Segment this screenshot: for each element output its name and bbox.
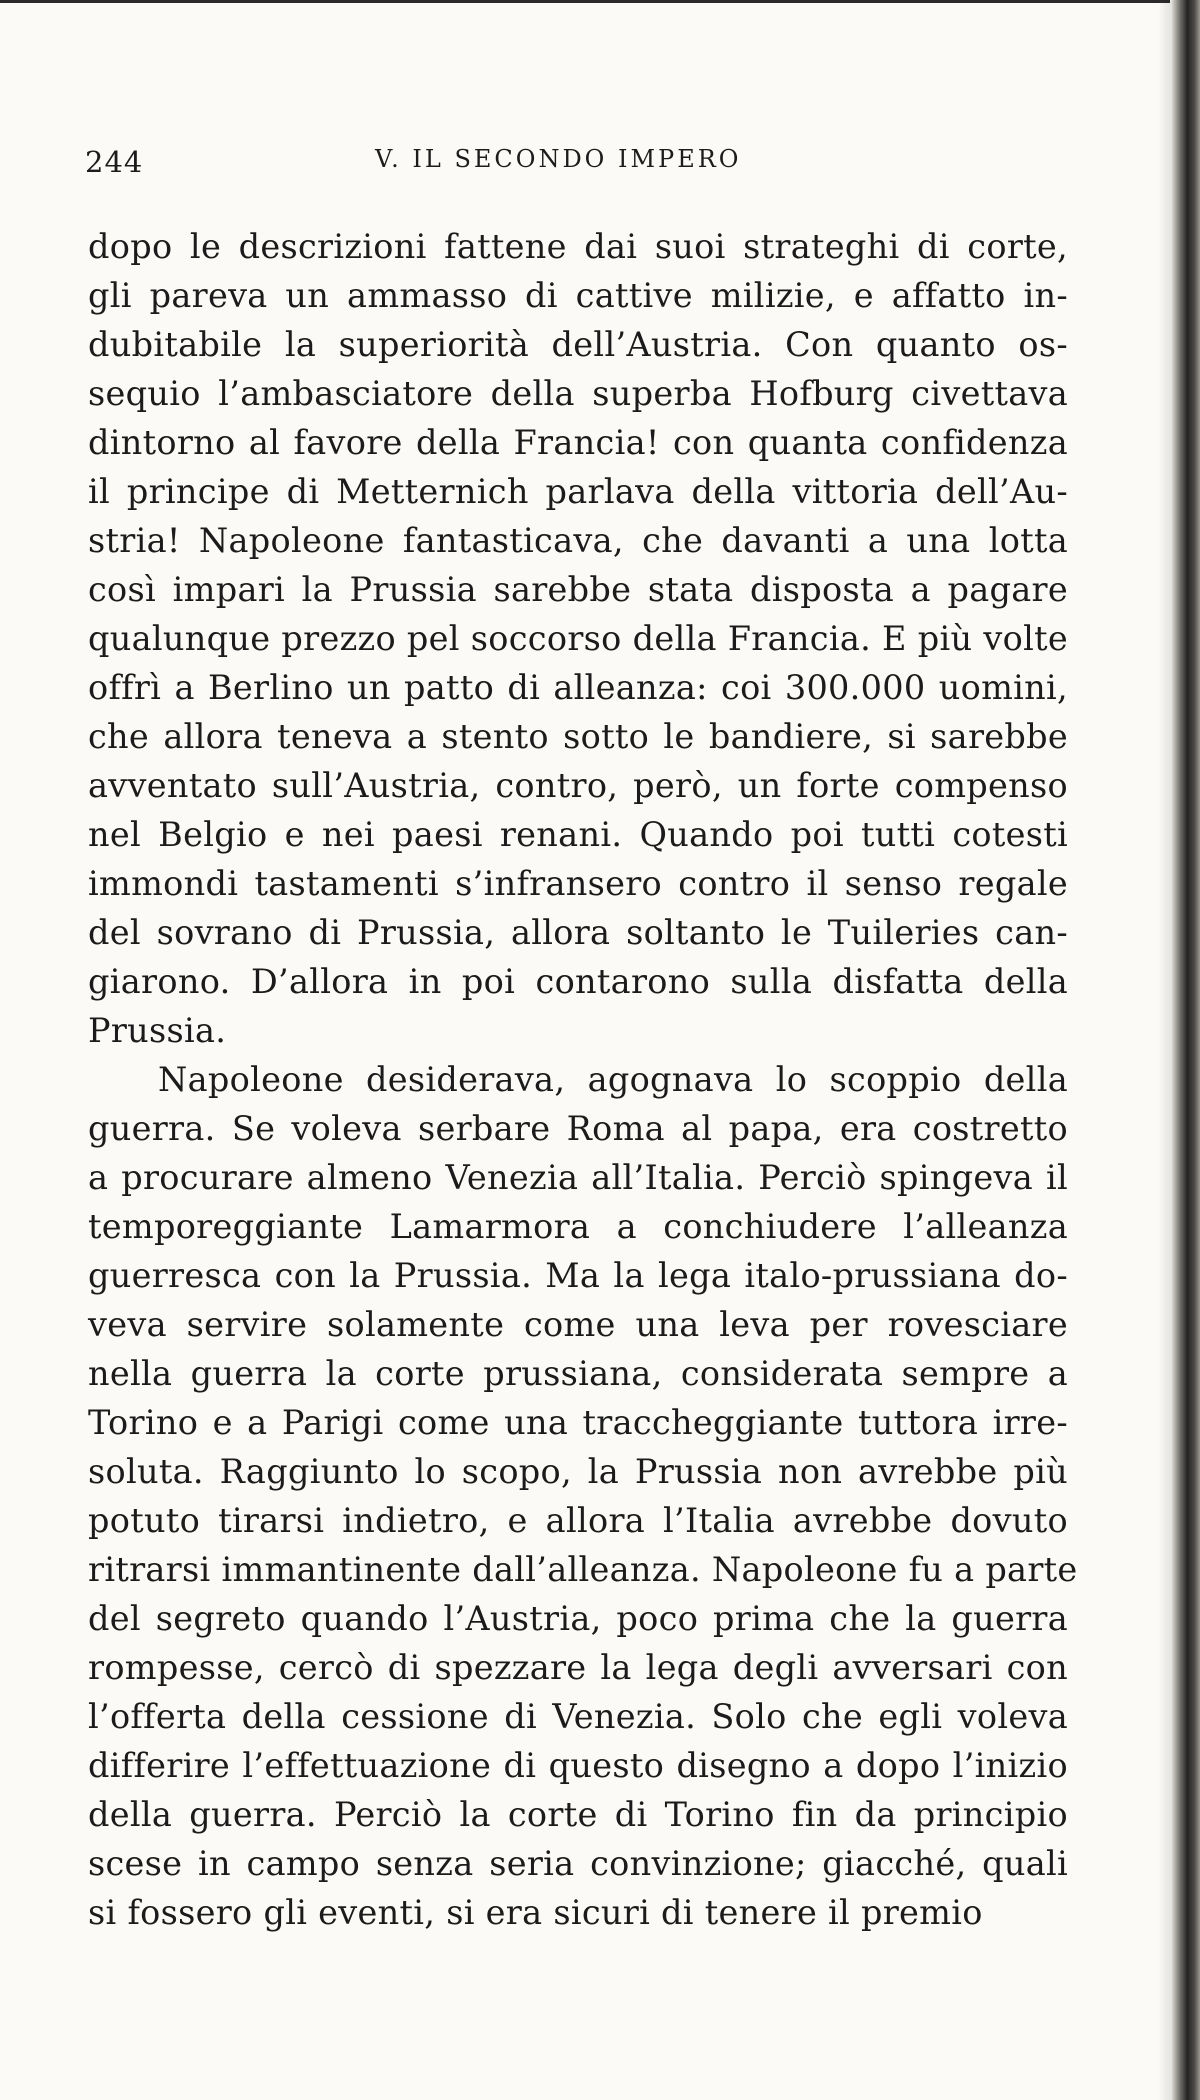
text-line: immondi tastamenti s’infransero contro il senso regale: [88, 864, 1068, 903]
paragraph: [88, 222, 1068, 1055]
text-line: dopo le descrizioni fattene dai suoi strateghi di corte,: [88, 227, 1068, 266]
chapter-title: V. IL SECONDO IMPERO: [375, 145, 742, 173]
text-line: Napoleone desiderava, agognava lo scoppio della: [158, 1060, 1068, 1099]
text-line: veva servire solamente come una leva per rovesciare: [88, 1305, 1068, 1344]
text-line: guerresca con la Prussia. Ma la lega italo-prussiana do-: [88, 1256, 1068, 1295]
text-line: soluta. Raggiunto lo scopo, la Prussia non avrebbe più: [88, 1452, 1068, 1491]
body-text: [88, 222, 1078, 1937]
text-line: ritrarsi immantinente dall’alleanza. Napoleone fu a parte: [88, 1550, 1078, 1589]
page-binding-edge: [1172, 0, 1200, 2100]
paragraph: [88, 1055, 1078, 1937]
text-line: nel Belgio e nei paesi renani. Quando poi tutti cotesti: [88, 815, 1068, 854]
top-edge-rule: [0, 0, 1170, 3]
text-line: qualunque prezzo pel soccorso della Francia. E più volte: [88, 619, 1068, 658]
text-line: che allora teneva a stento sotto le bandiere, si sarebbe: [88, 717, 1068, 756]
text-line: sequio l’ambasciatore della superba Hofburg civettava: [88, 374, 1068, 413]
text-line: stria! Napoleone fantasticava, che davanti a una lotta: [88, 521, 1068, 560]
text-line: scese in campo senza seria convinzione; giacché, quali: [88, 1844, 1068, 1883]
text-line: giarono. D’allora in poi contarono sulla disfatta della: [88, 962, 1068, 1001]
text-line: il principe di Metternich parlava della vittoria dell’Au-: [88, 472, 1068, 511]
text-line: avventato sull’Austria, contro, però, un forte compenso: [88, 766, 1068, 805]
text-line: temporeggiante Lamarmora a conchiudere l’alleanza: [88, 1207, 1068, 1246]
page-number: 244: [85, 145, 144, 179]
running-head: [85, 145, 1085, 185]
text-line: l’offerta della cessione di Venezia. Solo che egli voleva: [88, 1697, 1068, 1736]
text-line: nella guerra la corte prussiana, considerata sempre a: [88, 1354, 1068, 1393]
text-line: guerra. Se voleva serbare Roma al papa, era costretto: [88, 1109, 1068, 1148]
text-line: dintorno al favore della Francia! con quanta confidenza: [88, 423, 1068, 462]
text-line: potuto tirarsi indietro, e allora l’Italia avrebbe dovuto: [88, 1501, 1068, 1540]
text-line: Prussia.: [88, 1011, 227, 1050]
text-line: gli pareva un ammasso di cattive milizie, e affatto in-: [88, 276, 1068, 315]
text-line: del segreto quando l’Austria, poco prima che la guerra: [88, 1599, 1068, 1638]
text-line: si fossero gli eventi, si era sicuri di tenere il premio: [88, 1893, 983, 1932]
text-line: dubitabile la superiorità dell’Austria. Con quanto os-: [88, 325, 1068, 364]
text-line: offrì a Berlino un patto di alleanza: coi 300.000 uomini,: [88, 668, 1068, 707]
text-line: differire l’effettuazione di questo disegno a dopo l’inizio: [88, 1746, 1068, 1785]
text-line: così impari la Prussia sarebbe stata disposta a pagare: [88, 570, 1068, 609]
binding-shadow: [1158, 0, 1172, 2100]
text-line: del sovrano di Prussia, allora soltanto le Tuileries can-: [88, 913, 1068, 952]
paragraph-container: [88, 222, 1078, 1937]
text-line: a procurare almeno Venezia all’Italia. Perciò spingeva il: [88, 1158, 1068, 1197]
text-line: rompesse, cercò di spezzare la lega degli avversari con: [88, 1648, 1068, 1687]
text-line: Torino e a Parigi come una traccheggiante tuttora irre-: [88, 1403, 1068, 1442]
text-line: della guerra. Perciò la corte di Torino fin da principio: [88, 1795, 1068, 1834]
